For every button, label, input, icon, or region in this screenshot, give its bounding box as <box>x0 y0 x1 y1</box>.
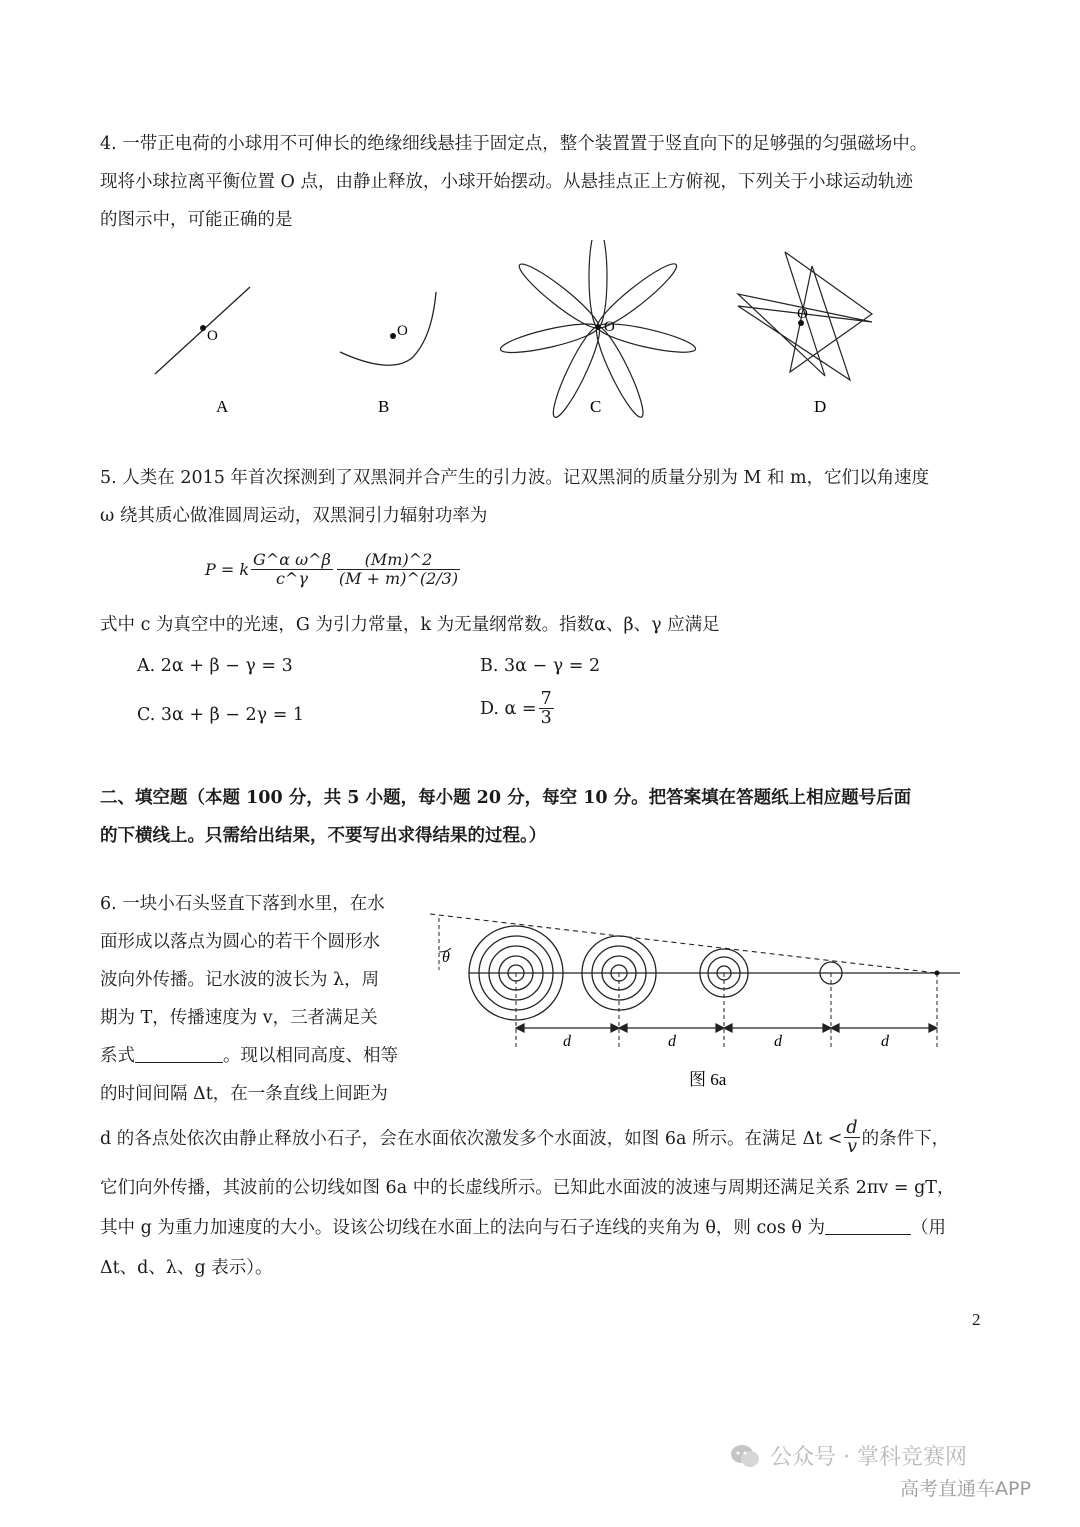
q6-line-6: 的时间间隔 Δt，在一条直线上间距为 <box>100 1084 388 1104</box>
q6-line-5-end: 。现以相同高度、相等 <box>223 1046 398 1066</box>
q4-line-1: 4. 一带正电荷的小球用不可伸长的绝缘细线悬挂于固定点，整个装置置于竖直向下的足够强的匀强磁场中。 <box>100 134 928 154</box>
q6-line-5 <box>100 1038 398 1074</box>
figure-b-arc <box>340 292 436 365</box>
q5-option-d-den: 3 <box>540 708 552 728</box>
figure-c-flower <box>499 240 698 421</box>
formula-num-1: G^α ω^β <box>253 549 331 569</box>
q5-option-d-prefix: D. α = <box>480 698 537 719</box>
distance-label-1: d <box>563 1033 571 1050</box>
q6-line-7-end: 的条件下， <box>861 1128 950 1149</box>
q6-line-2: 面形成以落点为圆心的若干个圆形水 <box>100 932 380 952</box>
q6-line-9-end: （用 <box>910 1218 946 1238</box>
q6-line-4: 期为 T，传播速度为 v，三者满足关 <box>100 1008 378 1028</box>
option-b-label: B <box>378 397 390 416</box>
q6-line-7-start: d 的各点处依次由静止释放小石子，会在水面依次激发多个水面波，如图 6a 所示。在满足 Δt < <box>100 1128 843 1149</box>
q6-condition-num: d <box>846 1117 858 1138</box>
q6-answer-blank-1[interactable] <box>135 1044 223 1063</box>
watermark-text-1: 公众号 · 掌科竞赛网 <box>770 1445 967 1470</box>
q6-line-10: Δt、d、λ、g 表示）。 <box>100 1258 273 1278</box>
figure-a-point-label: O <box>207 328 218 344</box>
q6-line-3: 波向外传播。记水波的波长为 λ，周 <box>100 970 380 990</box>
q5-option-b: B. 3α − γ = 2 <box>480 656 601 676</box>
q5-option-a: A. 2α + β − γ = 3 <box>137 656 293 676</box>
watermark <box>730 1440 967 1471</box>
q5-option-d-fraction <box>539 690 554 727</box>
q5-formula <box>205 540 462 598</box>
q6-condition-fraction <box>844 1119 859 1156</box>
q6-line-7 <box>100 1116 949 1158</box>
q6-line-9-start: 其中 g 为重力加速度的大小。设该公切线在水面上的法向与石子连线的夹角为 θ，则 cos θ 为 <box>100 1218 825 1238</box>
q6-answer-blank-2[interactable] <box>825 1216 911 1235</box>
figure-d-star <box>738 252 872 380</box>
option-d-label: D <box>814 397 827 416</box>
q5-option-d-num: 7 <box>540 689 552 709</box>
q6-line-9 <box>100 1210 946 1246</box>
q5-line-1: 5. 人类在 2015 年首次探测到了双黑洞并合产生的引力波。记双黑洞的质量分别为 M 和 m，它们以角速度 <box>100 468 930 488</box>
figure-caption: 图 6a <box>689 1070 727 1089</box>
section-2-line-2: 的下横线上。只需给出结果，不要写出求得结果的过程。） <box>100 826 547 846</box>
formula-fraction-1 <box>251 551 333 588</box>
figure-b-point-label: O <box>397 323 408 339</box>
q4-line-3: 的图示中，可能正确的是 <box>100 210 293 230</box>
formula-den-2: (M + m)^(2/3) <box>338 568 459 588</box>
figure-c-point-label: O <box>604 319 615 335</box>
formula-den-1: c^γ <box>275 568 308 588</box>
q6-line-1: 6. 一块小石头竖直下落到水里，在水 <box>100 894 385 914</box>
q5-line-2: ω 绕其质心做准圆周运动，双黑洞引力辐射功率为 <box>100 506 488 526</box>
section-2-line-1: 二、填空题（本题 100 分，共 5 小题，每小题 20 分，每空 10 分。把答案填在答题纸上相应题号后面 <box>100 788 912 808</box>
figure-theta-label: θ <box>442 949 450 966</box>
q6-condition-den: v <box>847 1136 857 1157</box>
figure-d-point-label: O <box>797 306 808 322</box>
q5-line-3: 式中 c 为真空中的光速，G 为引力常量，k 为无量纲常数。指数α、β、γ 应满足 <box>100 615 720 635</box>
q5-option-d <box>480 690 556 727</box>
formula-fraction-2 <box>337 551 460 588</box>
distance-label-3: d <box>774 1033 782 1050</box>
figure-a-line <box>155 287 250 374</box>
watermark-secondary: 高考直通车APP <box>900 1478 1031 1500</box>
q6-line-8: 它们向外传播，其波前的公切线如图 6a 中的长虚线所示。已知此水面波的波速与周期还满足关系 2πv = gT， <box>100 1178 955 1198</box>
formula-num-2: (Mm)^2 <box>337 551 460 570</box>
option-c-label: C <box>590 397 602 416</box>
figure-6a <box>425 900 970 1100</box>
q5-option-c: C. 3α + β − 2γ = 1 <box>137 705 305 725</box>
q4-line-2: 现将小球拉离平衡位置 O 点，由静止释放，小球开始摆动。从悬挂点正上方俯视，下列关于小球运动轨迹 <box>100 172 913 192</box>
q6-line-5-start: 系式 <box>100 1046 135 1066</box>
page-number: 2 <box>972 1310 981 1329</box>
q4-trajectory-figures <box>0 240 1080 440</box>
formula-lhs: P = k <box>205 559 250 579</box>
distance-label-4: d <box>881 1033 889 1050</box>
distance-label-2: d <box>668 1033 676 1050</box>
option-a-label: A <box>216 397 229 416</box>
chat-bubbles-icon <box>730 1443 760 1469</box>
